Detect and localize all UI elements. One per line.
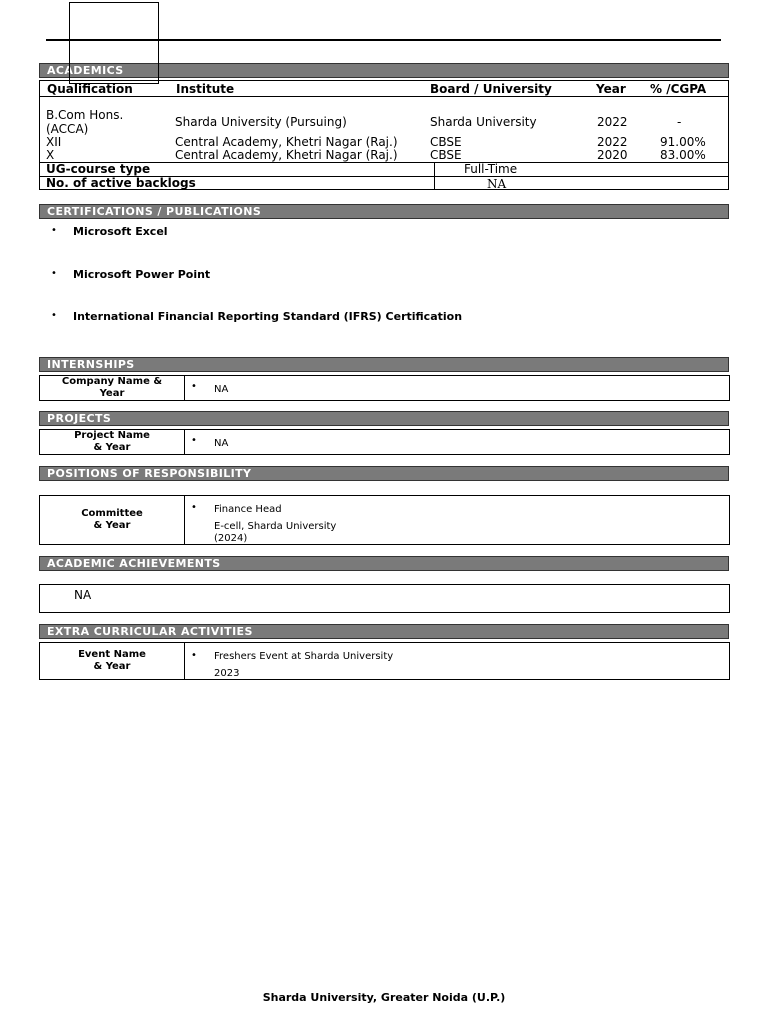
row3-qualification: X — [46, 148, 55, 162]
achievements-box — [39, 584, 730, 613]
row2-institute: Central Academy, Khetri Nagar (Raj.) — [175, 135, 398, 149]
photo-placeholder — [69, 2, 159, 84]
internships-bullet: • — [191, 381, 197, 392]
cert-item-1: Microsoft Excel — [73, 225, 168, 238]
row1-institute: Sharda University (Pursuing) — [175, 115, 347, 129]
internships-label-line2: Year — [99, 388, 125, 399]
col-board: Board / University — [430, 82, 552, 96]
extracurricular-label-line2: & Year — [93, 661, 131, 672]
col-institute: Institute — [176, 82, 235, 96]
extracurricular-year: 2023 — [214, 668, 240, 679]
internships-heading: INTERNSHIPS — [39, 357, 729, 372]
achievements-heading: ACADEMIC ACHIEVEMENTS — [39, 556, 729, 571]
footer-text: Sharda University, Greater Noida (U.P.) — [262, 991, 506, 1004]
projects-label-line2: & Year — [93, 442, 131, 453]
header-divider — [40, 96, 728, 97]
certifications-heading: CERTIFICATIONS / PUBLICATIONS — [39, 204, 729, 219]
ug-column-divider — [434, 162, 435, 190]
col-qualification: Qualification — [47, 82, 133, 96]
cert-item-3: International Financial Reporting Standard (IFRS) Certification — [73, 310, 463, 323]
row1-score: - — [677, 115, 682, 129]
row2-qualification: XII — [46, 135, 62, 149]
ug-course-label: UG-course type — [46, 162, 151, 176]
projects-value: NA — [214, 438, 229, 449]
extracurricular-label-line1: Event Name — [78, 649, 146, 660]
positions-year: (2024) — [214, 533, 248, 544]
row3-score: 83.00% — [660, 148, 706, 162]
backlogs-label: No. of active backlogs — [46, 176, 196, 190]
row2-year: 2022 — [597, 135, 628, 149]
row3-institute: Central Academy, Khetri Nagar (Raj.) — [175, 148, 398, 162]
row1-year: 2022 — [597, 115, 628, 129]
academics-heading: ACADEMICS — [39, 63, 729, 78]
row1-qualification: B.Com Hons. — [46, 108, 124, 122]
academics-table — [39, 80, 729, 190]
projects-label-line1: Project Name — [74, 430, 150, 441]
positions-heading: POSITIONS OF RESPONSIBILITY — [39, 466, 729, 481]
row1-board: Sharda University — [430, 115, 537, 129]
extracurricular-box — [39, 642, 730, 680]
projects-bullet: • — [191, 435, 197, 446]
cert3-bullet: • — [51, 310, 57, 321]
row3-year: 2020 — [597, 148, 628, 162]
positions-org: E-cell, Sharda University — [214, 521, 337, 532]
projects-box — [39, 429, 730, 455]
positions-role: Finance Head — [214, 504, 282, 515]
col-score: % /CGPA — [650, 82, 707, 96]
positions-box — [39, 495, 730, 545]
cert1-bullet: • — [51, 225, 57, 236]
positions-label-line1: Committee — [81, 508, 143, 519]
extracurricular-event: Freshers Event at Sharda University — [214, 651, 394, 662]
internships-label-line1: Company Name & — [61, 376, 163, 387]
projects-label — [40, 430, 185, 454]
ug-course-value: Full-Time — [464, 162, 518, 176]
positions-label — [40, 496, 185, 544]
row1-qualification-sub: (ACCA) — [46, 122, 89, 136]
row2-board: CBSE — [430, 135, 462, 149]
extracurricular-bullet: • — [191, 650, 197, 661]
projects-heading: PROJECTS — [39, 411, 729, 426]
positions-label-line2: & Year — [93, 520, 131, 531]
internships-box — [39, 375, 730, 401]
row3-board: CBSE — [430, 148, 462, 162]
cert2-bullet: • — [51, 268, 57, 279]
backlogs-value: NA — [487, 177, 507, 191]
extracurricular-label — [40, 643, 185, 679]
cert-item-2: Microsoft Power Point — [73, 268, 211, 281]
row2-score: 91.00% — [660, 135, 706, 149]
achievements-value: NA — [74, 588, 92, 602]
internships-value: NA — [214, 384, 229, 395]
extracurricular-heading: EXTRA CURRICULAR ACTIVITIES — [39, 624, 729, 639]
col-year: Year — [596, 82, 626, 96]
internships-label — [40, 376, 185, 400]
positions-bullet: • — [191, 502, 197, 513]
